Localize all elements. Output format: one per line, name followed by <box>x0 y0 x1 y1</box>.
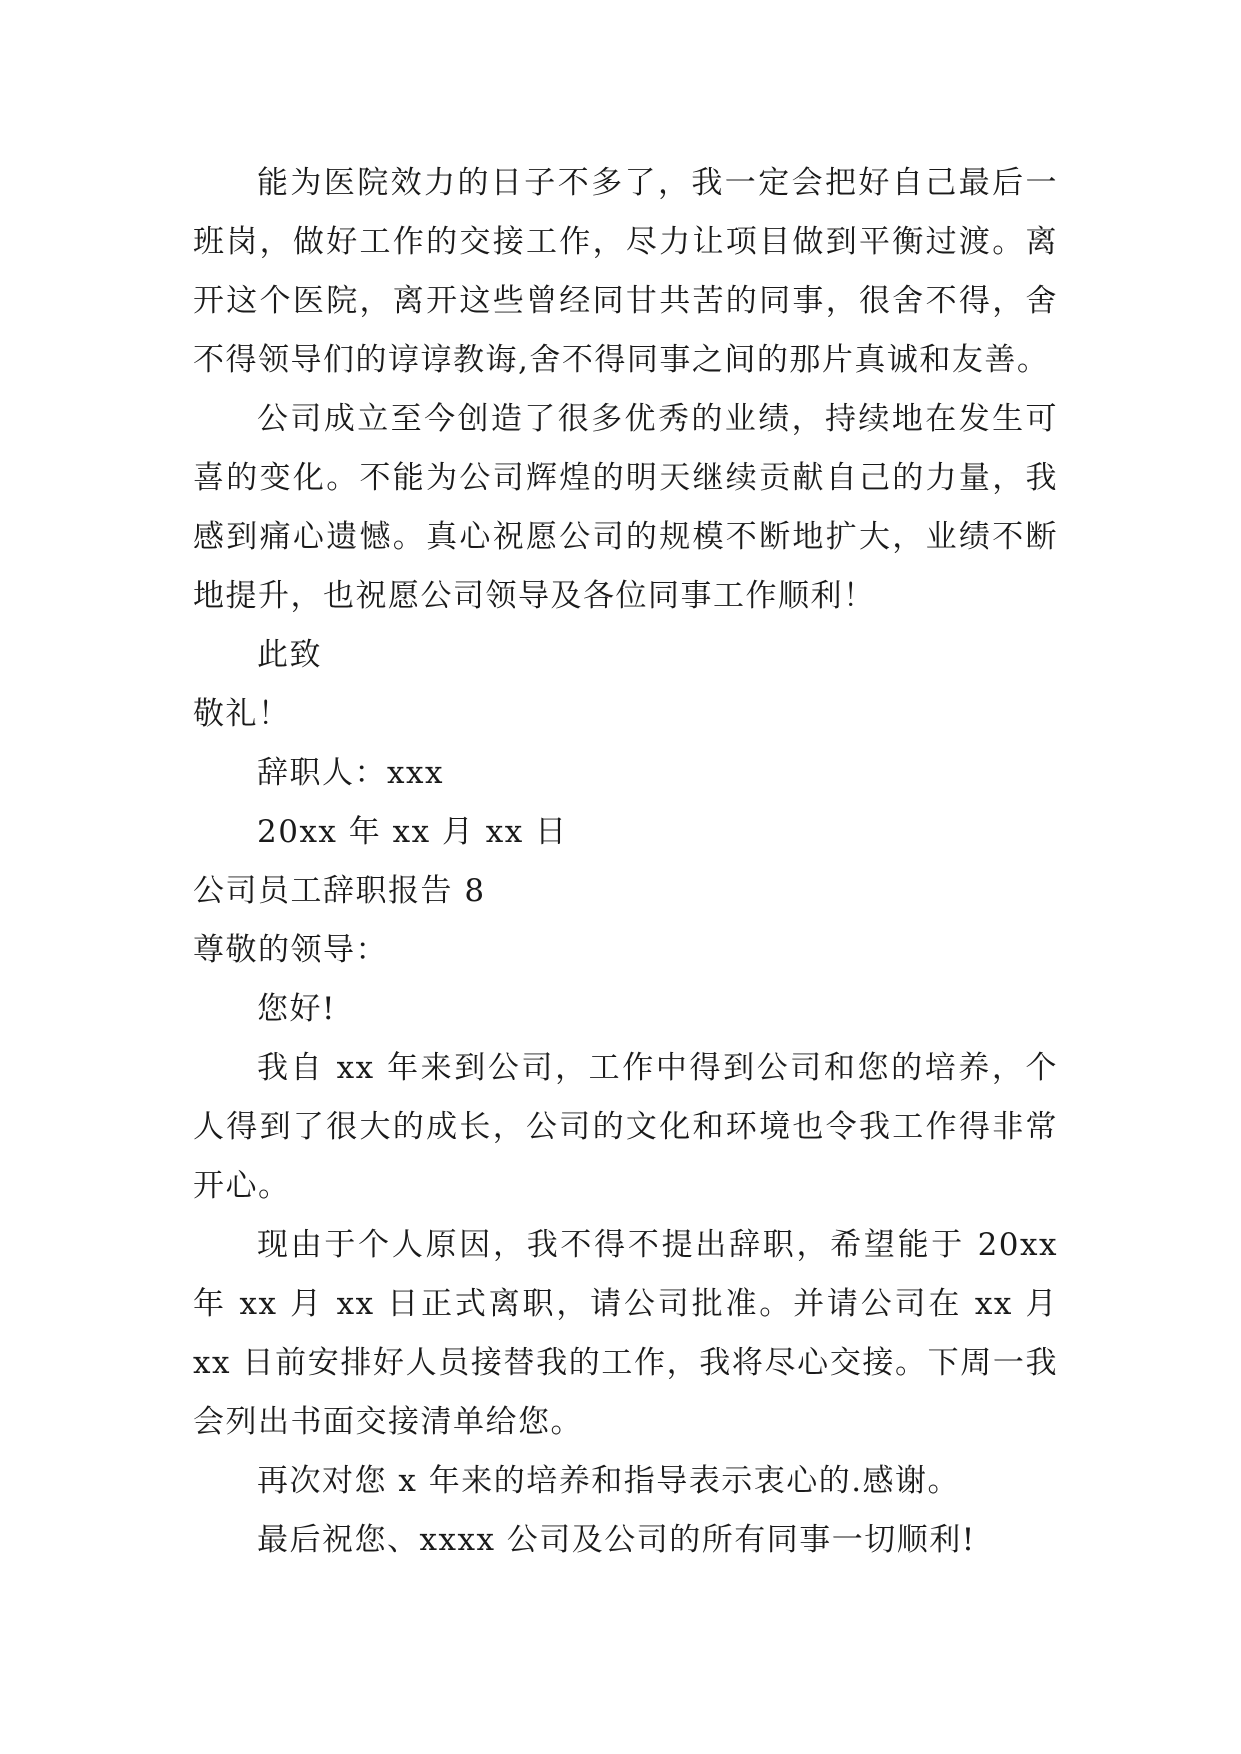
closing-salutation: 此致 <box>257 637 322 673</box>
paragraph-gratitude: 我自 xx 年来到公司，工作中得到公司和您的培养，个人得到了很大的成长，公司的文化和环境也令我工作得非常开心。 <box>193 1050 1058 1204</box>
signature-date: 20xx 年 xx 月 xx 日 <box>257 814 568 850</box>
letter-greeting: 尊敬的领导： <box>193 932 388 968</box>
signature-name: 辞职人：xxx <box>257 755 444 791</box>
paragraph-final-wishes: 最后祝您、xxxx 公司及公司的所有同事一切顺利! <box>257 1522 976 1558</box>
paragraph-resignation-reason: 现由于个人原因，我不得不提出辞职，希望能于 20xx 年 xx 月 xx 日正式离职，请公司批准。并请公司在 xx 月 xx 日前安排好人员接替我的工作，我将尽心交接。下周一我会列出书面交接清单给您。 <box>193 1227 1058 1440</box>
paragraph-thanks: 再次对您 x 年来的培养和指导表示衷心的.感谢。 <box>257 1463 961 1499</box>
letter-hello: 您好! <box>257 991 336 1027</box>
closing-regards: 敬礼！ <box>193 696 291 732</box>
document-body <box>193 154 1058 1570</box>
section-heading: 公司员工辞职报告 8 <box>193 873 486 909</box>
paragraph-farewell-hospital: 能为医院效力的日子不多了，我一定会把好自己最后一班岗，做好工作的交接工作，尽力让项目做到平衡过渡。离开这个医院，离开这些曾经同甘共苦的同事，很舍不得，舍不得领导们的谆谆教诲,舍不得同事之间的那片真诚和友善。 <box>193 165 1058 378</box>
paragraph-company-wishes: 公司成立至今创造了很多优秀的业绩，持续地在发生可喜的变化。不能为公司辉煌的明天继续贡献自己的力量，我感到痛心遗憾。真心祝愿公司的规模不断地扩大，业绩不断地提升，也祝愿公司领导及各位同事工作顺利！ <box>193 401 1058 614</box>
